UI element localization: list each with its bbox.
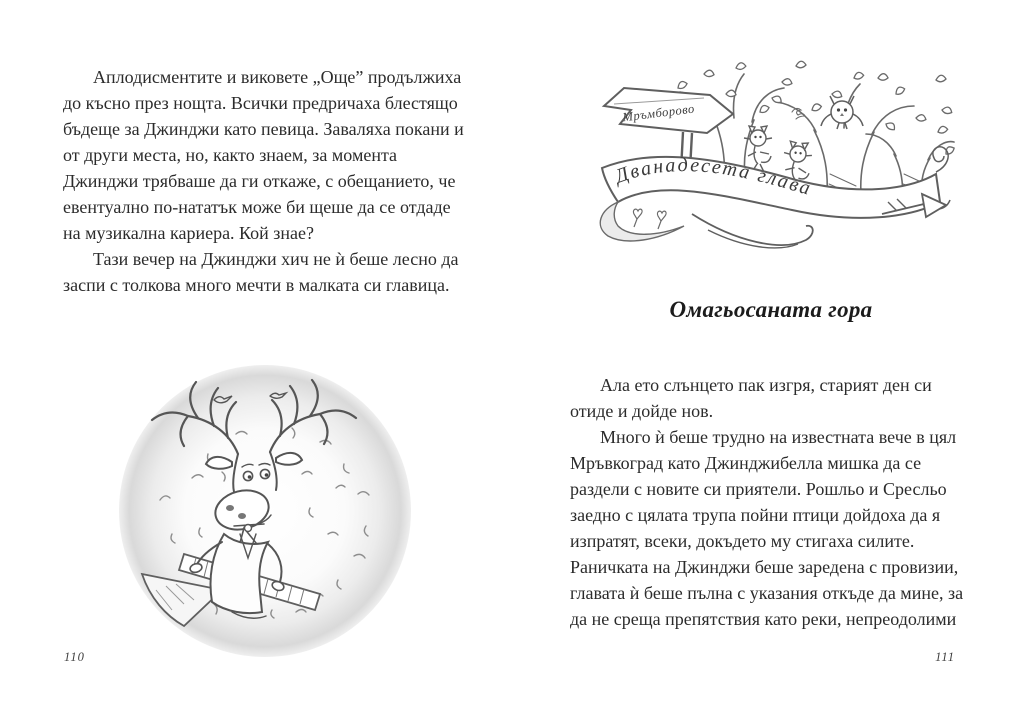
- right-page-text: [570, 372, 972, 632]
- ribbon-hearts: [633, 209, 666, 229]
- banner-label: Дванадесета глава: [612, 154, 815, 200]
- left-page-text: [63, 64, 465, 298]
- paragraph: Тази вечер на Джинджи хич не ѝ беше лесно да заспи с толкова много мечти в малката си главица.: [63, 249, 459, 295]
- page-number-left: 110: [64, 650, 85, 664]
- enchanted-forest-illustration: [586, 54, 958, 266]
- sign-label: Мръмборово: [621, 101, 696, 125]
- paragraph: Много ѝ беше трудно на известната вече в цял Мръвкоград като Джинджибелла мишка да се раздели с новите си приятели. Рошльо и Сресльо заедно с цялата трупа пойни птици дойдоха да я изпратят, всеки, докъдето му стигаха силите. Раничката на Джинджи беше заредена с провизии, главата ѝ беше пълна с указания откъде да мине, за да не среща препятствия като реки, непреодолими: [570, 427, 964, 629]
- paragraph: Ала ето слънцето пак изгря, старият ден си отиде и дойде нов.: [570, 375, 932, 421]
- owl-figure: [821, 96, 863, 129]
- page-number-right: 111: [935, 650, 955, 664]
- chapter-title: Омагьосаната гора: [669, 297, 873, 322]
- moose-piano-illustration: [96, 358, 436, 660]
- paragraph: Аплодисментите и виковете „Още” продължиха до късно през нощта. Всички предричаха блестящо бъдеще за Джинджи като певица. Заваляха покани и от други места, но, както знаем, за момента Джинджи трябваше да ги откаже, с обещанието, че евентуално по-нататък може би щеше да се отдаде на музикална кариера. Кой знае?: [63, 67, 464, 243]
